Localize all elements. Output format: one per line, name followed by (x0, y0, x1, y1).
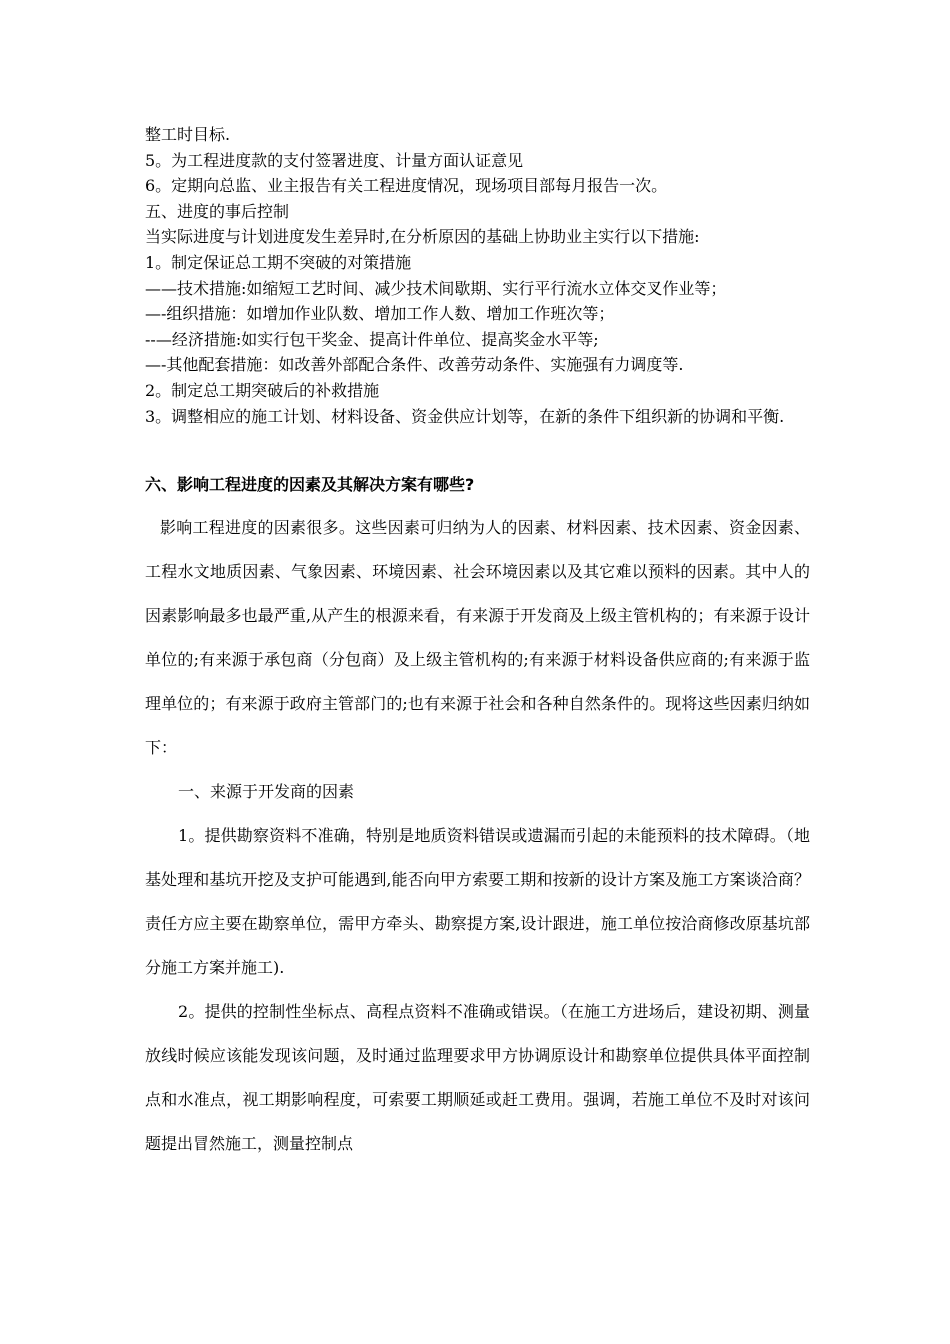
section-6-body (145, 506, 810, 1166)
list-item: 1。提供勘察资料不准确，特别是地质资料错误或遗漏而引起的未能预料的技术障碍。（地基处理和基坑开挖及支护可能遇到,能否向甲方索要工期和按新的设计方案及施工方案谈洽商？责任方应主要在勘察单位，需甲方牵头、勘察提方案,设计跟进，施工单位按洽商修改原基坑部分施工方案并施工). (145, 826, 810, 977)
section-heading-6: 六、影响工程进度的因素及其解决方案有哪些? (145, 475, 475, 494)
progress-control-list (145, 122, 810, 429)
intro-paragraph: 影响工程进度的因素很多。这些因素可归纳为人的因素、材料因素、技术因素、资金因素、工程水文地质因素、气象因素、环境因素、社会环境因素以及其它难以预料的因素。其中人的因素影响最多也最严重,从产生的根源来看，有来源于开发商及上级主管机构的；有来源于设计单位的;有来源于承包商（分包商）及上级主管机构的;有来源于材料设备供应商的;有来源于监理单位的；有来源于政府主管部门的;也有来源于社会和各种自然条件的。现将这些因素归纳如下： (145, 518, 810, 757)
text-line: 2。制定总工期突破后的补救措施 (145, 380, 380, 400)
text-line: --—经济措施:如实行包干奖金、提高计件单位、提高奖金水平等; (145, 329, 599, 349)
list-item: 2。提供的控制性坐标点、高程点资料不准确或错误。（在施工方进场后，建设初期、测量放线时候应该能发现该问题，及时通过监理要求甲方协调原设计和勘察单位提供具体平面控制点和水准点，视工期影响程度，可索要工期顺延或赶工费用。强调，若施工单位不及时对该问题提出冒然施工，测量控制点 (145, 1002, 810, 1153)
text-line: —-组织措施：如增加作业队数、增加工作人数、增加工作班次等； (145, 304, 615, 324)
text-line: 当实际进度与计划进度发生差异时,在分析原因的基础上协助业主实行以下措施: (145, 227, 700, 247)
text-line: 5。为工程进度款的支付签署进度、计量方面认证意见 (145, 150, 524, 170)
text-line: 1。制定保证总工期不突破的对策措施 (145, 252, 412, 272)
text-line: ——技术措施:如缩短工艺时间、减少技术间歇期、实行平行流水立体交叉作业等； (145, 278, 727, 298)
text-line: 6。定期向总监、业主报告有关工程进度情况，现场项目部每月报告一次。 (145, 176, 668, 196)
text-line: 整工时目标. (145, 125, 231, 144)
text-line: 3。调整相应的施工计划、材料设备、资金供应计划等，在新的条件下组织新的协调和平衡. (145, 406, 785, 426)
subsection-heading: 一、来源于开发商的因素 (178, 782, 355, 801)
text-line: —-其他配套措施：如改善外部配合条件、改善劳动条件、实施强有力调度等. (145, 355, 684, 375)
section-heading-5: 五、进度的事后控制 (145, 201, 290, 221)
